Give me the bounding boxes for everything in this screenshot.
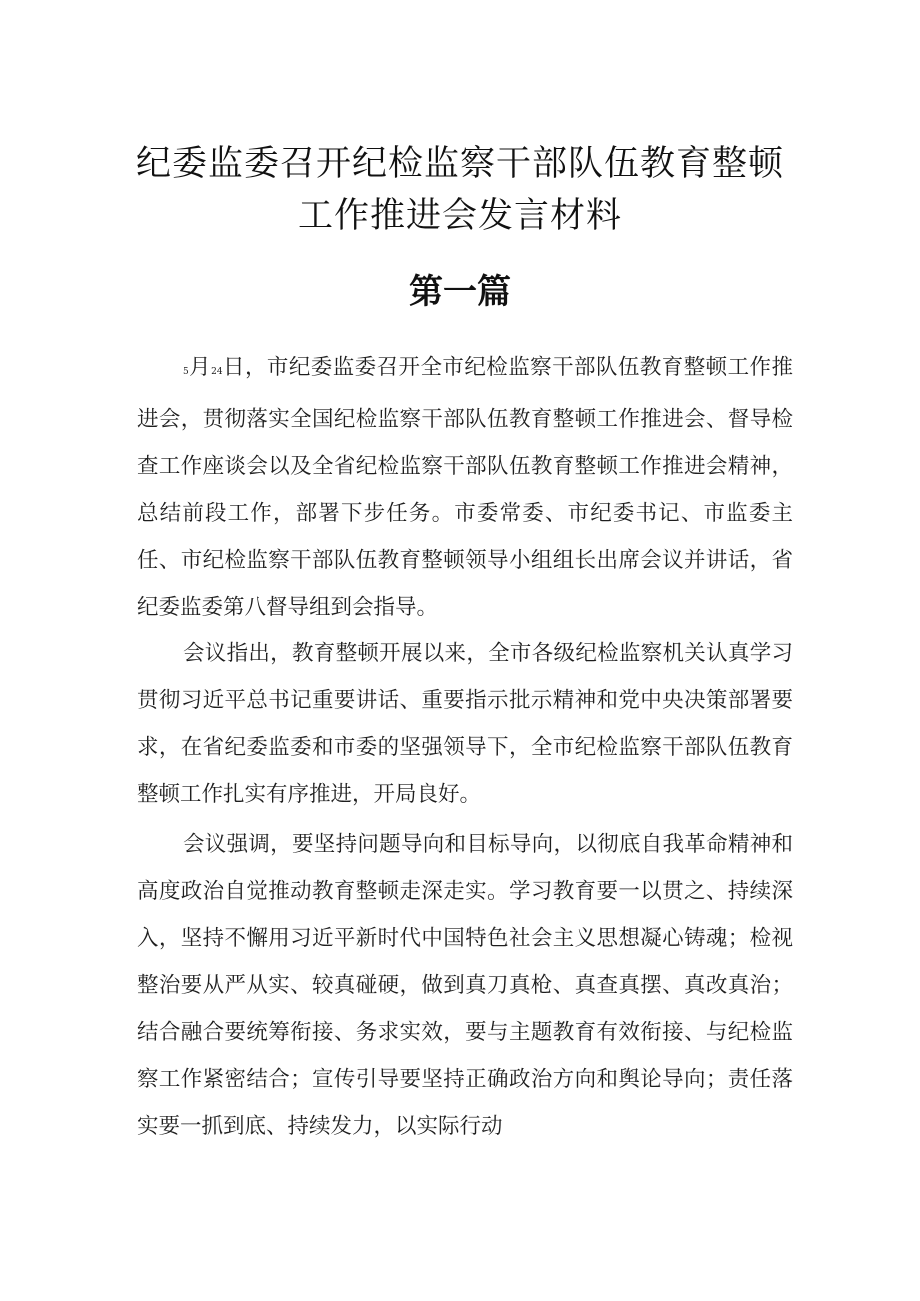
date-month-char: 月 — [188, 355, 212, 380]
document-title-line-2: 工作推进会发言材料 — [297, 196, 622, 236]
body-paragraph-2: 会议指出，教育整顿开展以来，全市各级纪检监察机关认真学习贯彻习近平总书记重要讲话、重要指示批示精神和党中央决策部署要求，在省纪委监委和市委的坚强领导下，全市纪检监察干部队伍教育整顿工作扎实有序推进，开局良好。 — [137, 641, 793, 807]
body-paragraph-1 — [137, 344, 793, 631]
body-paragraph-3: 会议强调，要坚持问题导向和目标导向，以彻底自我革命精神和高度政治自觉推动教育整顿走深走实。学习教育要一以贯之、持续深入，坚持不懈用习近平新时代中国特色社会主义思想凝心铸魂；检视整治要从严从实、较真碰硬，做到真刀真枪、真查真摆、真改真治；结合融合要统筹衔接、务求实效，要与主题教育有效衔接、与纪检监察工作紧密结合；宣传引导要坚持正确政治方向和舆论导向；责任落实要一抓到底、持续发力，以实际行动 — [137, 832, 793, 1139]
date-month-number: 5 — [183, 367, 189, 377]
paragraph-1-text: 日，市纪委监委召开全市纪检监察干部队伍教育整顿工作推进会，贯彻落实全国纪检监察干部队伍教育整顿工作推进会、督导检查工作座谈会以及全省纪检监察干部队伍教育整顿工作推进会精神，总结前段工作，部署下步任务。市委常委、市纪委书记、市监委主任、市纪检监察干部队伍教育整顿领导小组组长出席会议并讲话，省纪委监委第八督导组到会指导。 — [137, 355, 793, 620]
date-day-number: 24 — [211, 367, 223, 377]
document-title-line-1: 纪委监委召开纪检监察干部队伍教育整顿 — [135, 144, 784, 184]
section-heading: 第一篇 — [409, 272, 511, 312]
